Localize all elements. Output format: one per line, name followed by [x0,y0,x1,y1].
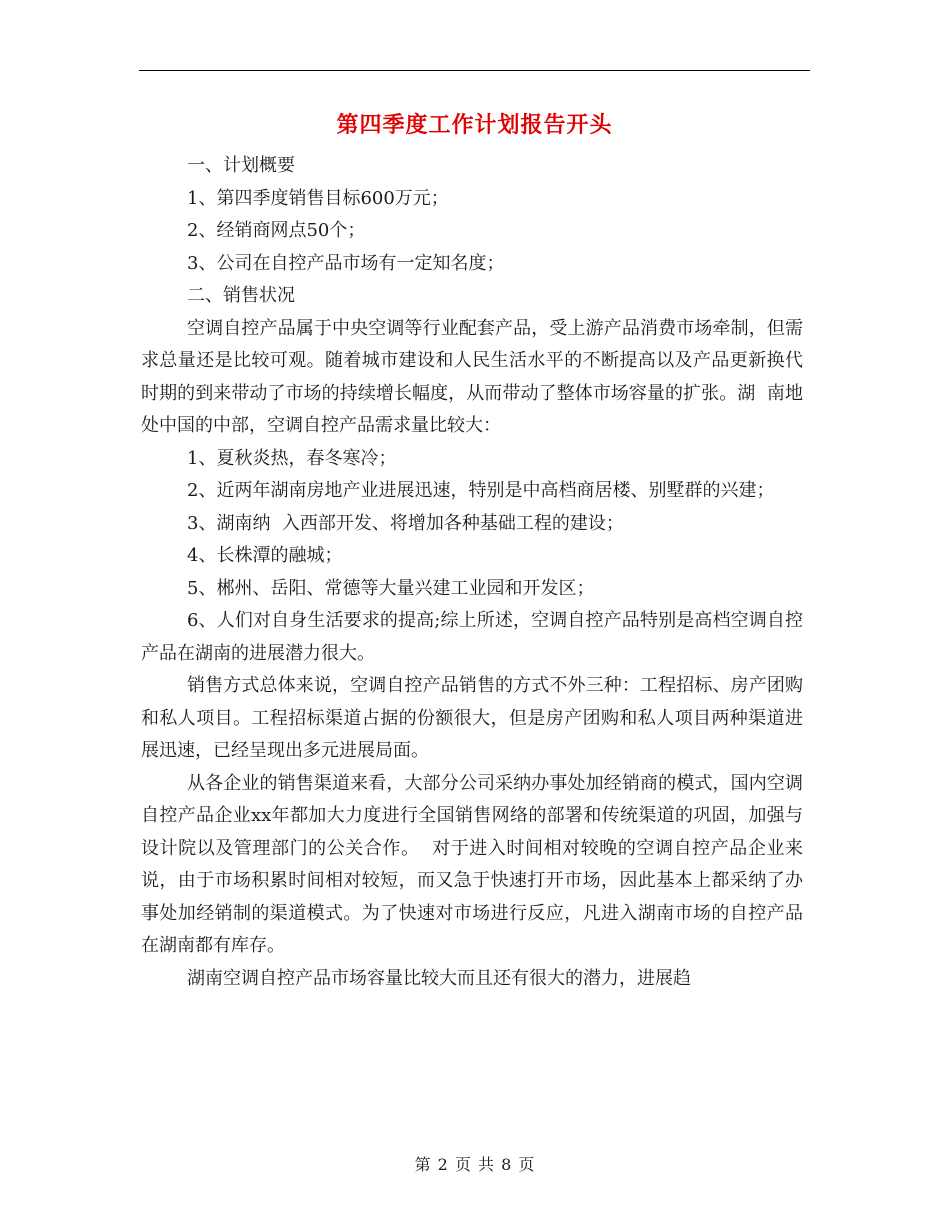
paragraph: 2、近两年湖南房地产业进展迅速，特别是中高档商居楼、别墅群的兴建； [187,480,775,501]
document-title: 第四季度工作计划报告开头 [336,113,613,138]
paragraph: 2、经销商网点50个； [187,220,366,241]
paragraph: 二、销售状况 [187,285,295,306]
paragraph: 一、计划概要 [187,155,295,176]
paragraph: 湖南空调自控产品市场容量比较大而且还有很大的潜力，进展趋 [187,967,691,989]
header-rule [139,70,810,71]
paragraph: 3、公司在自控产品市场有一定知名度； [187,252,505,274]
paragraph: 从各企业的销售渠道来看，大部分公司采纳办事处加经销商的模式，国内空调自控产品企业xx年都加大力度进行全国销售网络的部署和传统渠道的巩固，加强与 设计院以及管理部门的公关合作。 对于进入时间相对较晚的空调自控产品企业来说，由于市场积累时间相对较短，而又急于快速打开市场，因此基本上都采纳了办 事处加经销制的渠道模式。为了快速对市场进行反应，凡进入湖南市场的自控产品在湖南都有库存。 [141,772,815,956]
paragraph: 空调自控产品属于中央空调等行业配套产品，受上游产品消费市场牵制，但需求总量还是比较可观。随着城市建设和人民生活水平的不断提高以及产品更新换代时期的到来带动了市场的持续增长幅度，从而带动了整体市场容量的扩张。湖 南地处中国的中部，空调自控产品需求量比较大： [141,317,803,436]
paragraph: 1、第四季度销售目标600万元； [187,187,449,209]
paragraph: 4、长株潭的融城； [187,545,343,566]
paragraph: 销售方式总体来说，空调自控产品销售的方式不外三种：工程招标、房产团购和私人项目。工程招标渠道占据的份额很大，但是房产团购和私人项目两种渠道进展迅速，已经呈现出多元进展局面。 [141,675,803,761]
paragraph: 1、夏秋炎热，春冬寒冷； [187,447,397,469]
document-body [141,150,815,995]
paragraph: 5、郴州、岳阳、常德等大量兴建工业园和开发区； [187,577,595,599]
paragraph: 3、湖南纳 入西部开发、将增加各种基础工程的建设； [187,512,624,534]
page-number: 第 2 页 共 8 页 [414,1155,536,1174]
paragraph: 6、人们对自身生活要求的提高;综上所述，空调自控产品特别是高档空调自控产品在湖南的进展潜力很大。 [141,610,803,664]
